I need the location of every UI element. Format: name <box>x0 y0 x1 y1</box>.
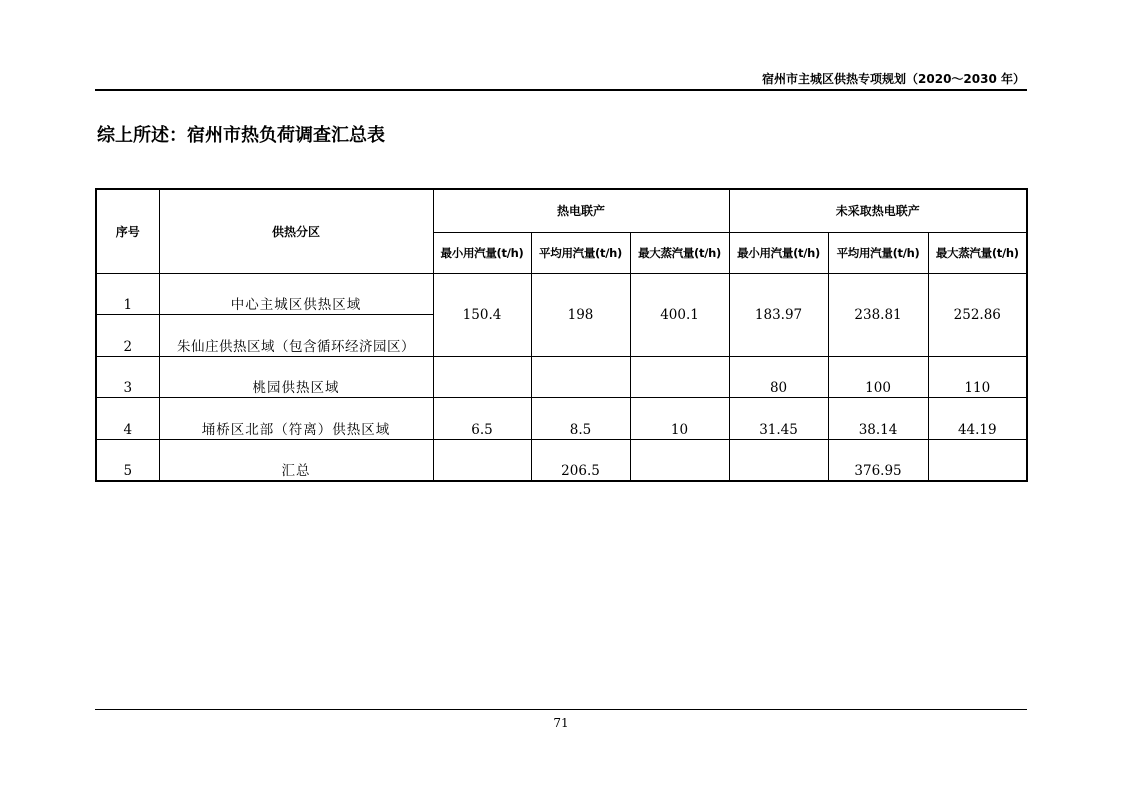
row-seq: 3 <box>96 356 159 397</box>
row-region: 埇桥区北部（符离）供热区域 <box>159 397 433 439</box>
header-rule <box>95 89 1027 91</box>
non-avg: 38.14 <box>828 397 928 439</box>
chp-avg: 8.5 <box>531 397 630 439</box>
page-title: 综上所述：宿州市热负荷调查汇总表 <box>97 125 385 146</box>
non-max: 44.19 <box>928 397 1027 439</box>
row-seq: 2 <box>96 314 159 356</box>
col-header-region: 供热分区 <box>159 189 433 273</box>
page-number: 71 <box>553 716 569 730</box>
row-seq: 4 <box>96 397 159 439</box>
chp-min <box>433 356 531 397</box>
non-min: 80 <box>729 356 828 397</box>
row-region: 朱仙庄供热区域（包含循环经济园区） <box>159 314 433 356</box>
running-header: 宿州市主城区供热专项规划（2020～2030 年） <box>762 72 1025 86</box>
sub-header-non-min: 最小用汽量(t/h) <box>729 232 828 273</box>
chp-avg <box>531 356 630 397</box>
col-header-seq: 序号 <box>96 189 159 273</box>
chp-max <box>630 439 729 481</box>
merged-chp-max: 400.1 <box>630 273 729 356</box>
table-row-total <box>96 439 1027 481</box>
non-avg: 100 <box>828 356 928 397</box>
chp-min <box>433 439 531 481</box>
table-row <box>96 397 1027 439</box>
footer-rule <box>95 709 1027 710</box>
group-header-non-chp: 未采取热电联产 <box>729 189 1027 232</box>
row-region: 汇总 <box>159 439 433 481</box>
sub-header-non-max: 最大蒸汽量(t/h) <box>928 232 1027 273</box>
non-max <box>928 439 1027 481</box>
merged-non-max: 252.86 <box>928 273 1027 356</box>
row-seq: 5 <box>96 439 159 481</box>
sub-header-chp-min: 最小用汽量(t/h) <box>433 232 531 273</box>
chp-max <box>630 356 729 397</box>
row-seq: 1 <box>96 273 159 314</box>
merged-non-avg: 238.81 <box>828 273 928 356</box>
heat-load-summary-table <box>95 188 1028 482</box>
merged-chp-min: 150.4 <box>433 273 531 356</box>
group-header-chp: 热电联产 <box>433 189 729 232</box>
table-row <box>96 356 1027 397</box>
merged-non-min: 183.97 <box>729 273 828 356</box>
header-row-1 <box>96 189 1027 232</box>
sub-header-chp-max: 最大蒸汽量(t/h) <box>630 232 729 273</box>
chp-max: 10 <box>630 397 729 439</box>
row-region: 中心主城区供热区域 <box>159 273 433 314</box>
non-max: 110 <box>928 356 1027 397</box>
sub-header-chp-avg: 平均用汽量(t/h) <box>531 232 630 273</box>
non-min <box>729 439 828 481</box>
sub-header-non-avg: 平均用汽量(t/h) <box>828 232 928 273</box>
table-row <box>96 273 1027 314</box>
non-min: 31.45 <box>729 397 828 439</box>
non-total: 376.95 <box>828 439 928 481</box>
chp-min: 6.5 <box>433 397 531 439</box>
chp-total: 206.5 <box>531 439 630 481</box>
merged-chp-avg: 198 <box>531 273 630 356</box>
row-region: 桃园供热区域 <box>159 356 433 397</box>
